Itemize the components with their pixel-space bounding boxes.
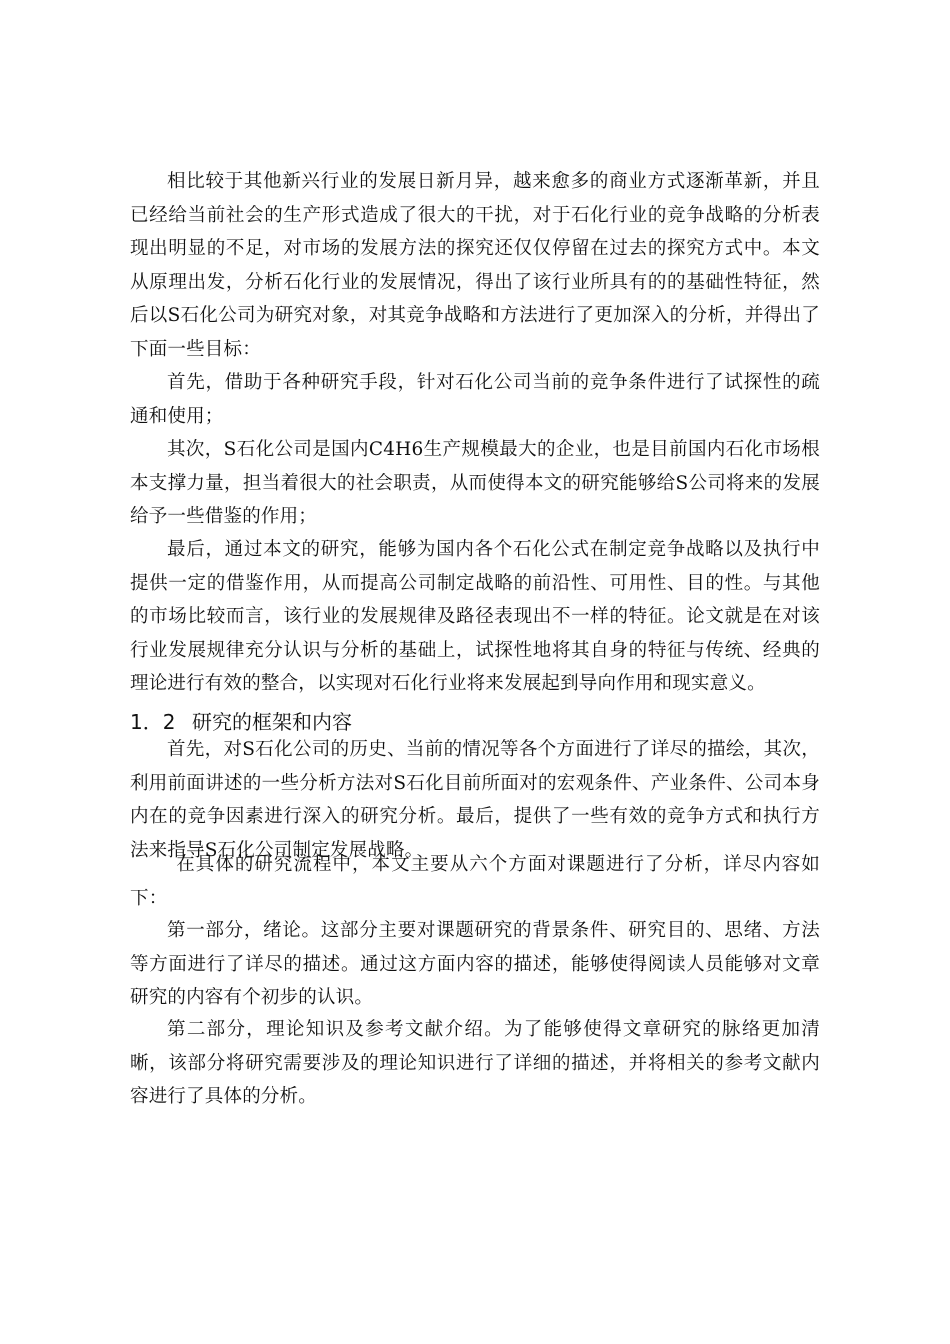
- point-second-paragraph: 其次，S石化公司是国内C4H6生产规模最大的企业，也是目前国内石化市场根本支撑力量，担当着很大的社会职责，从而使得本文的研究能够给S公司将来的发展给予一些借鉴的作用；: [130, 439, 820, 527]
- part-one-paragraph: 第一部分，绪论。这部分主要对课题研究的背景条件、研究目的、思绪、方法等方面进行了详尽的描述。通过这方面内容的描述，能够使得阅读人员能够对文章研究的内容有个初步的认识。: [130, 920, 820, 1008]
- section-number: 1．2: [130, 710, 176, 734]
- point-first-paragraph: 首先，借助于各种研究手段，针对石化公司当前的竞争条件进行了试探性的疏通和使用；: [130, 372, 820, 427]
- section-title: 研究的框架和内容: [192, 710, 352, 734]
- process-paragraph: 在具体的研究流程中，本文主要从六个方面对课题进行了分析，详尽内容如下：: [130, 854, 820, 909]
- intro-paragraph: 相比较于其他新兴行业的发展日新月异，越来愈多的商业方式逐渐革新，并且已经给当前社会的生产形式造成了很大的干扰，对于石化行业的竞争战略的分析表现出明显的不足，对市场的发展方法的探究还仅仅停留在过去的探究方式中。本文从原理出发，分析石化行业的发展情况，得出了该行业所具有的的基础性特征，然后以S石化公司为研究对象，对其竞争战略和方法进行了更加深入的分析，并得出了下面一些目标：: [130, 171, 820, 360]
- point-last-paragraph: 最后，通过本文的研究，能够为国内各个石化公式在制定竞争战略以及执行中提供一定的借鉴作用，从而提高公司制定战略的前沿性、可用性、目的性。与其他的市场比较而言，该行业的发展规律及路径表现出不一样的特征。论文就是在对该行业发展规律充分认识与分析的基础上，试探性地将其自身的特征与传统、经典的理论进行有效的整合，以实现对石化行业将来发展起到导向作用和现实意义。: [130, 539, 820, 694]
- framework-paragraph: 首先，对S石化公司的历史、当前的情况等各个方面进行了详尽的描绘，其次，利用前面讲述的一些分析方法对S石化目前所面对的宏观条件、产业条件、公司本身内在的竞争因素进行深入的研究分析。最后，提供了一些有效的竞争方式和执行方法来指导S石化公司制定发展战略。: [130, 739, 820, 861]
- part-two-paragraph: 第二部分，理论知识及参考文献介绍。为了能够使得文章研究的脉络更加清晰，该部分将研究需要涉及的理论知识进行了详细的描述，并将相关的参考文献内容进行了具体的分析。: [130, 1019, 820, 1107]
